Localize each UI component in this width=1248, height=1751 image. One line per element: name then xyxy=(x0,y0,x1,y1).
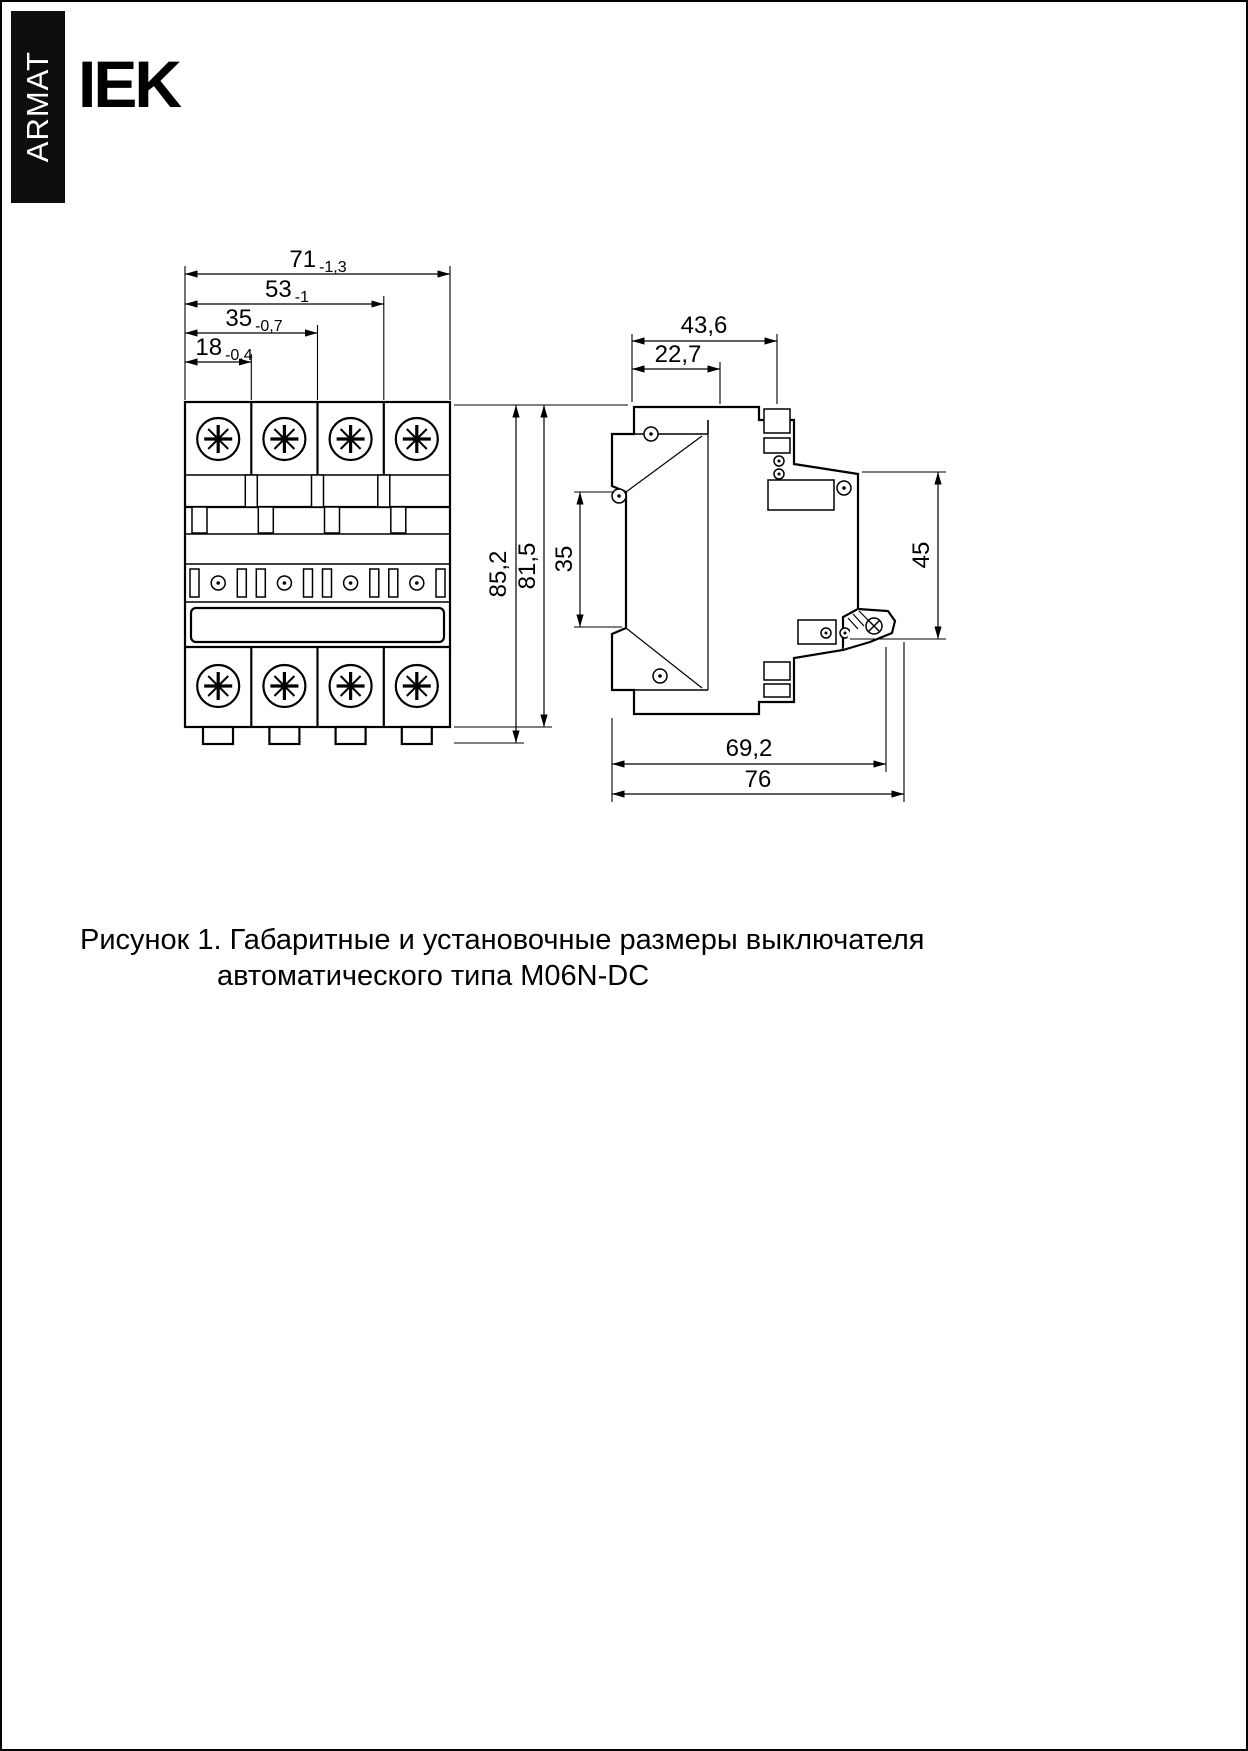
indicator-window xyxy=(211,576,225,590)
dim-depth-43-6: 43,6 xyxy=(680,312,728,339)
iek-logo: IEK xyxy=(78,47,180,121)
rivet xyxy=(612,489,626,503)
dim-depth-69-2: 69,2 xyxy=(725,735,773,762)
figure-caption xyxy=(80,922,924,995)
dim-width-53: 53 -1 xyxy=(265,276,309,306)
front-view xyxy=(185,402,450,744)
dim-width-35: 35 -0,7 xyxy=(225,305,283,335)
figure-caption-line1: Рисунок 1. Габаритные и установочные размеры выключателя xyxy=(80,924,925,956)
screw-terminal-icon xyxy=(263,418,305,460)
height-dimensions xyxy=(454,405,628,743)
indicator-window xyxy=(277,576,291,590)
din-clip xyxy=(843,609,895,650)
armat-banner xyxy=(11,11,65,203)
screw-terminal-icon xyxy=(197,418,239,460)
armat-brand-text: ARMAT xyxy=(20,51,55,163)
figure-caption-line2: автоматического типа M06N-DC xyxy=(217,960,650,993)
rivet xyxy=(644,427,658,441)
dim-height-35: 35 xyxy=(551,545,578,573)
rivet xyxy=(837,481,851,495)
screw-terminal-icon xyxy=(330,418,372,460)
screw-terminal-icon xyxy=(263,665,305,707)
handle-bar xyxy=(191,608,444,642)
screw-terminal-icon xyxy=(197,665,239,707)
dim-depth-22-7: 22,7 xyxy=(654,341,702,368)
dim-height-85-2: 85,2 xyxy=(485,550,512,598)
side-view xyxy=(612,407,895,714)
dim-depth-76: 76 xyxy=(744,766,772,793)
dim-width-71: 71 -1,3 xyxy=(289,246,347,276)
figure-drawing xyxy=(2,232,1012,832)
indicator-window xyxy=(410,576,424,590)
front-view-width-dimensions xyxy=(185,246,450,400)
rivet xyxy=(653,669,667,683)
indicator-window xyxy=(344,576,358,590)
screw-terminal-icon xyxy=(396,418,438,460)
screw-terminal-icon xyxy=(330,665,372,707)
dim-width-18: 18 -0,4 xyxy=(195,334,253,364)
dim-rail-45: 45 xyxy=(908,541,935,569)
dim-height-81-5: 81,5 xyxy=(514,542,541,590)
screw-terminal-icon xyxy=(396,665,438,707)
